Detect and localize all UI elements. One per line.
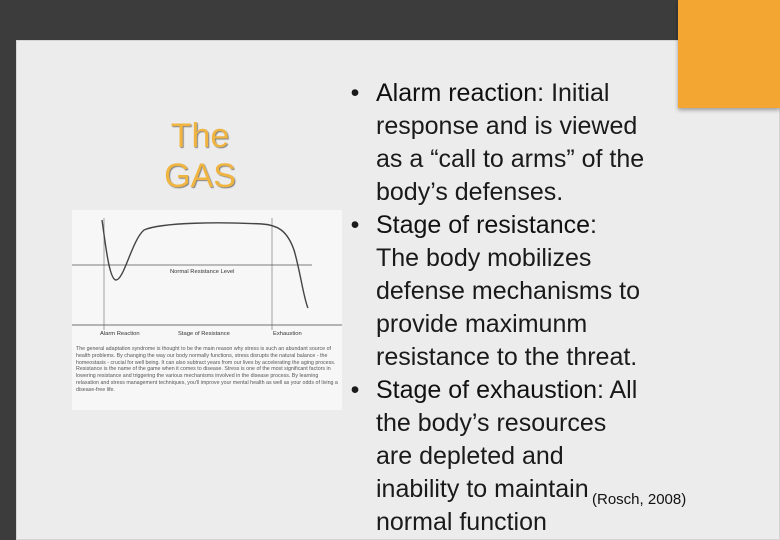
bullet-alarm: [340, 77, 700, 209]
figure-caption: The general adaptation syndrome is thought to be the main reason why stress is such an abundant source of health problems. By changing the way our body normally functions, stress disrupts the natural balance - the homeostasis - crucial for well being. It can also subtract years from our lives by accelerating the aging process. Resistance is the name of the game when it comes to disease. Stress is one of the most significant factors in lowering resistance and triggering the various mechanisms involved in the disease process. By learning relaxation and stress management techniques, you'll improve your mental health as well as your odds of living a disease-free life.: [76, 346, 338, 393]
stage-label-resistance: Stage of Resistance: [178, 331, 230, 337]
bullet-text: normal function: [376, 508, 547, 536]
term-alarm: Alarm reaction: [376, 79, 538, 107]
bullet-text: resistance to the threat.: [376, 343, 638, 371]
normal-level-label: Normal Resistance Level: [170, 269, 235, 275]
bullet-exhaustion: [340, 374, 700, 539]
bullet-text: defense mechanisms to: [376, 277, 641, 305]
gas-curve: [102, 220, 308, 308]
bullet-text: provide maximunm: [376, 310, 588, 338]
bullet-text: body’s defenses.: [376, 178, 564, 206]
title-line-1: The: [170, 117, 230, 155]
bullet-text: : All: [597, 376, 638, 404]
term-resistance: Stage of resistance: [376, 211, 591, 239]
bullet-resistance: [340, 209, 700, 374]
bullet-list: [340, 77, 700, 539]
bullet-text: as a “call to arms” of the: [376, 145, 645, 173]
bullet-marker: •: [350, 211, 360, 239]
bullet-text: are depleted and: [376, 442, 564, 470]
slide-title: [140, 116, 260, 196]
bullet-text: inability to maintain: [376, 475, 589, 503]
bullet-text: the body’s resources: [376, 409, 607, 437]
bullet-text: :: [590, 211, 597, 239]
bullet-text: : Initial: [537, 79, 610, 107]
term-exhaustion: Stage of exhaustion: [376, 376, 597, 404]
stage-label-alarm: Alarm Reaction: [100, 331, 140, 337]
bullet-marker: •: [350, 79, 360, 107]
gas-diagram-image: [72, 210, 342, 410]
bullet-text: The body mobilizes: [376, 244, 592, 272]
title-line-2: GAS: [164, 157, 236, 196]
stage-label-exhaustion: Exhaustion: [273, 331, 302, 337]
bullet-text: response and is viewed: [376, 112, 638, 140]
citation: (Rosch, 2008): [592, 491, 687, 508]
bullet-marker: •: [350, 376, 360, 404]
